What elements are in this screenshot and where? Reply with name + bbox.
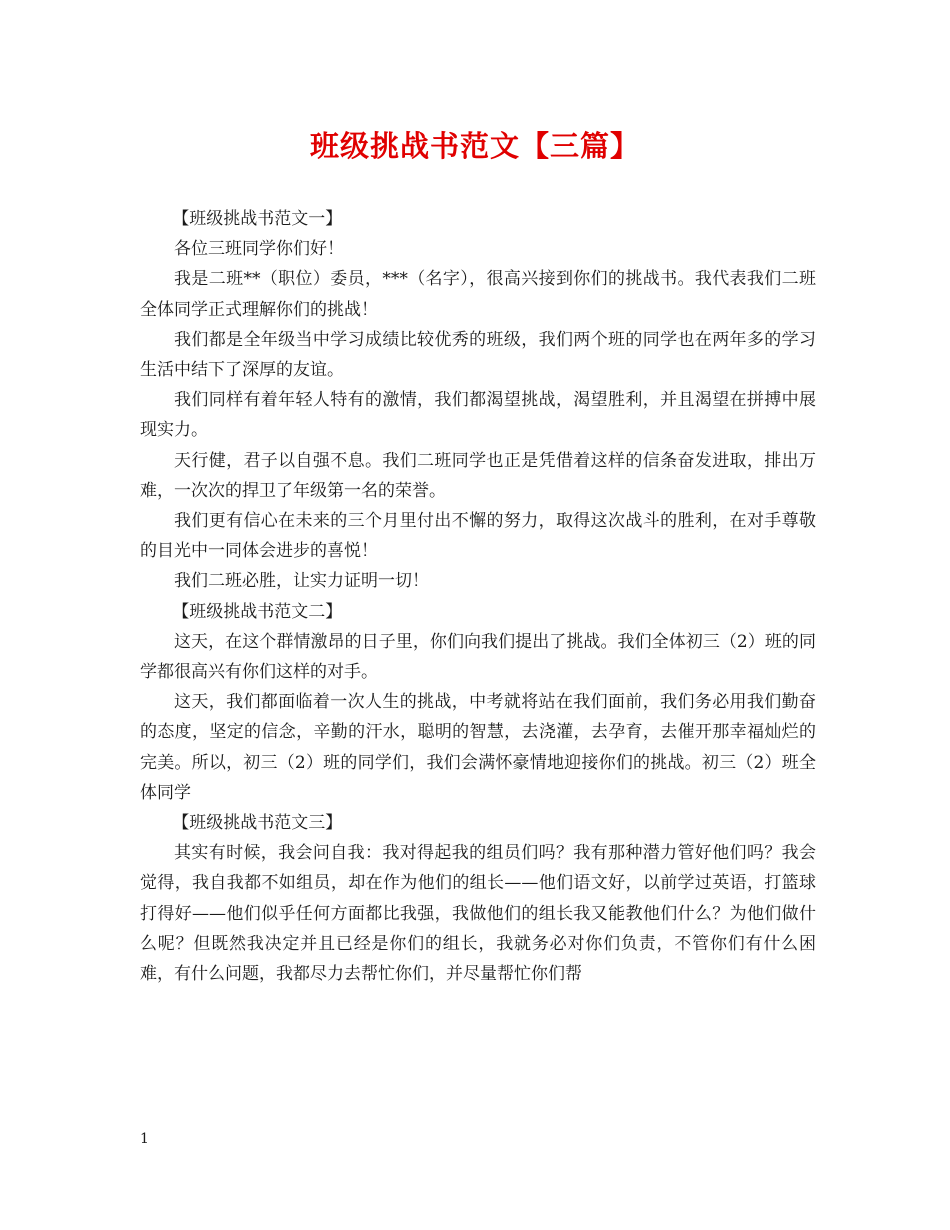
paragraph: 这天，在这个群情激昂的日子里，你们向我们提出了挑战。我们全体初三（2）班的同学都很高兴有你们这样的对手。 [140,631,816,683]
paragraph: 我们更有信心在未来的三个月里付出不懈的努力，取得这次战斗的胜利，在对手尊敬的目光中一同体会进步的喜悦！ [140,511,816,562]
document-body [140,204,816,989]
paragraph: 天行健，君子以自强不息。我们二班同学也正是凭借着这样的信条奋发进取，排出万难，一次次的捍卫了年级第一名的荣誉。 [140,450,816,501]
paragraph: 我们同样有着年轻人特有的激情，我们都渴望挑战，渴望胜利，并且渴望在拼搏中展现实力。 [140,390,816,441]
document-title: 班级挑战书范文【三篇】 [309,129,640,163]
section-heading-3: 【班级挑战书范文三】 [172,813,343,834]
paragraph: 我们都是全年级当中学习成绩比较优秀的班级，我们两个班的同学也在两年多的学习生活中结下了深厚的友谊。 [140,329,816,381]
section-heading-2: 【班级挑战书范文二】 [172,601,343,622]
paragraph: 我是二班**（职位）委员，***（名字），很高兴接到你们的挑战书。我代表我们二班全体同学正式理解你们的挑战！ [140,269,816,320]
paragraph-greeting: 各位三班同学你们好！ [174,239,344,260]
paragraph: 我们二班必胜，让实力证明一切！ [174,571,429,592]
section-heading-1: 【班级挑战书范文一】 [172,209,343,229]
paragraph: 这天，我们都面临着一次人生的挑战，中考就将站在我们面前，我们务必用我们勤奋的态度，坚定的信念，辛勤的汗水，聪明的智慧，去浇灌，去孕育，去催开那幸福灿烂的完美。所以，初三（2）班的同学们，我们会满怀豪情地迎接你们的挑战。初三（2）班全体同学 [140,692,816,803]
paragraph: 其实有时候，我会问自我：我对得起我的组员们吗？我有那种潜力管好他们吗？我会觉得，我自我都不如组员，却在作为他们的组长——他们语文好，以前学过英语，打篮球打得好——他们似乎任何方面都比我强，我做他们的组长我又能教他们什么？为他们做什么呢？但既然我决定并且已经是你们的组长，我就务必对你们负责，不管你们有什么困难，有什么问题，我都尽力去帮忙你们，并尽量帮忙你们帮 [140,843,816,985]
page-number: 1 [140,1131,149,1147]
